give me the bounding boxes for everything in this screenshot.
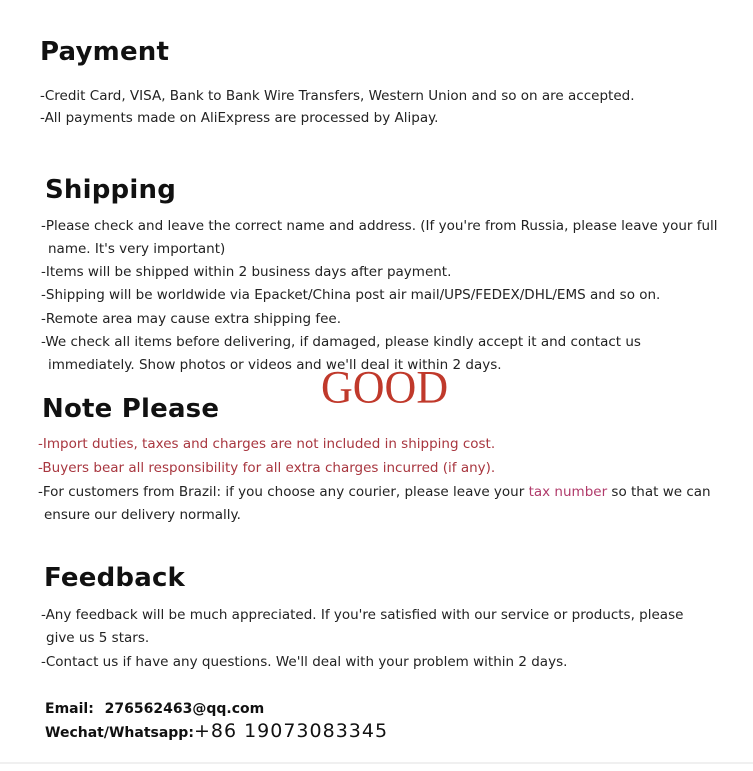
phone-value: +86 19073083345 (193, 720, 389, 742)
email-row (45, 701, 264, 717)
payment-line-2: -All payments made on AliExpress are processed by Alipay. (40, 110, 439, 126)
shipping-line-4: -Shipping will be worldwide via Epacket/China post air mail/UPS/FEDEX/DHL/EMS and so on. (41, 287, 661, 303)
email-label: Email: (45, 701, 94, 717)
note-line-2: -Buyers bear all responsibility for all extra charges incurred (if any). (38, 460, 496, 476)
wechat-row (45, 720, 388, 742)
good-stamp: GOOD (321, 361, 449, 414)
feedback-line-2: give us 5 stars. (46, 630, 150, 646)
wechat-label: Wechat/Whatsapp: (45, 725, 194, 741)
shipping-line-6: -We check all items before delivering, if damaged, please kindly accept it and contact us (41, 334, 641, 350)
shipping-line-3: -Items will be shipped within 2 business days after payment. (41, 264, 452, 280)
shipping-line-7: immediately. Show photos or videos and we'll deal it within 2 days. (48, 357, 502, 373)
bottom-divider (0, 762, 753, 764)
brazil-prefix: -For customers from Brazil: if you choose any courier, please leave your (38, 484, 529, 500)
email-value: 276562463@qq.com (104, 701, 265, 717)
payment-line-1: -Credit Card, VISA, Bank to Bank Wire Transfers, Western Union and so on are accepted. (40, 88, 635, 104)
shipping-line-1: -Please check and leave the correct name and address. (If you're from Russia, please leave your full (41, 218, 718, 234)
note-line-1: -Import duties, taxes and charges are not included in shipping cost. (38, 436, 496, 452)
brazil-suffix: so that we can (607, 484, 711, 500)
note-line-brazil (38, 483, 711, 501)
note-heading: Note Please (42, 394, 220, 424)
feedback-line-3: -Contact us if have any questions. We'll deal with your problem within 2 days. (41, 654, 568, 670)
feedback-line-1: -Any feedback will be much appreciated. If you're satisfied with our service or products, please (41, 607, 684, 623)
note-line-brazil-2: ensure our delivery normally. (44, 507, 241, 523)
shipping-line-5: -Remote area may cause extra shipping fee. (41, 311, 341, 327)
tax-number-highlight: tax number (528, 484, 608, 500)
feedback-heading: Feedback (44, 563, 186, 593)
shipping-line-2: name. It's very important) (48, 241, 226, 257)
payment-heading: Payment (40, 37, 170, 67)
shipping-heading: Shipping (45, 175, 177, 205)
